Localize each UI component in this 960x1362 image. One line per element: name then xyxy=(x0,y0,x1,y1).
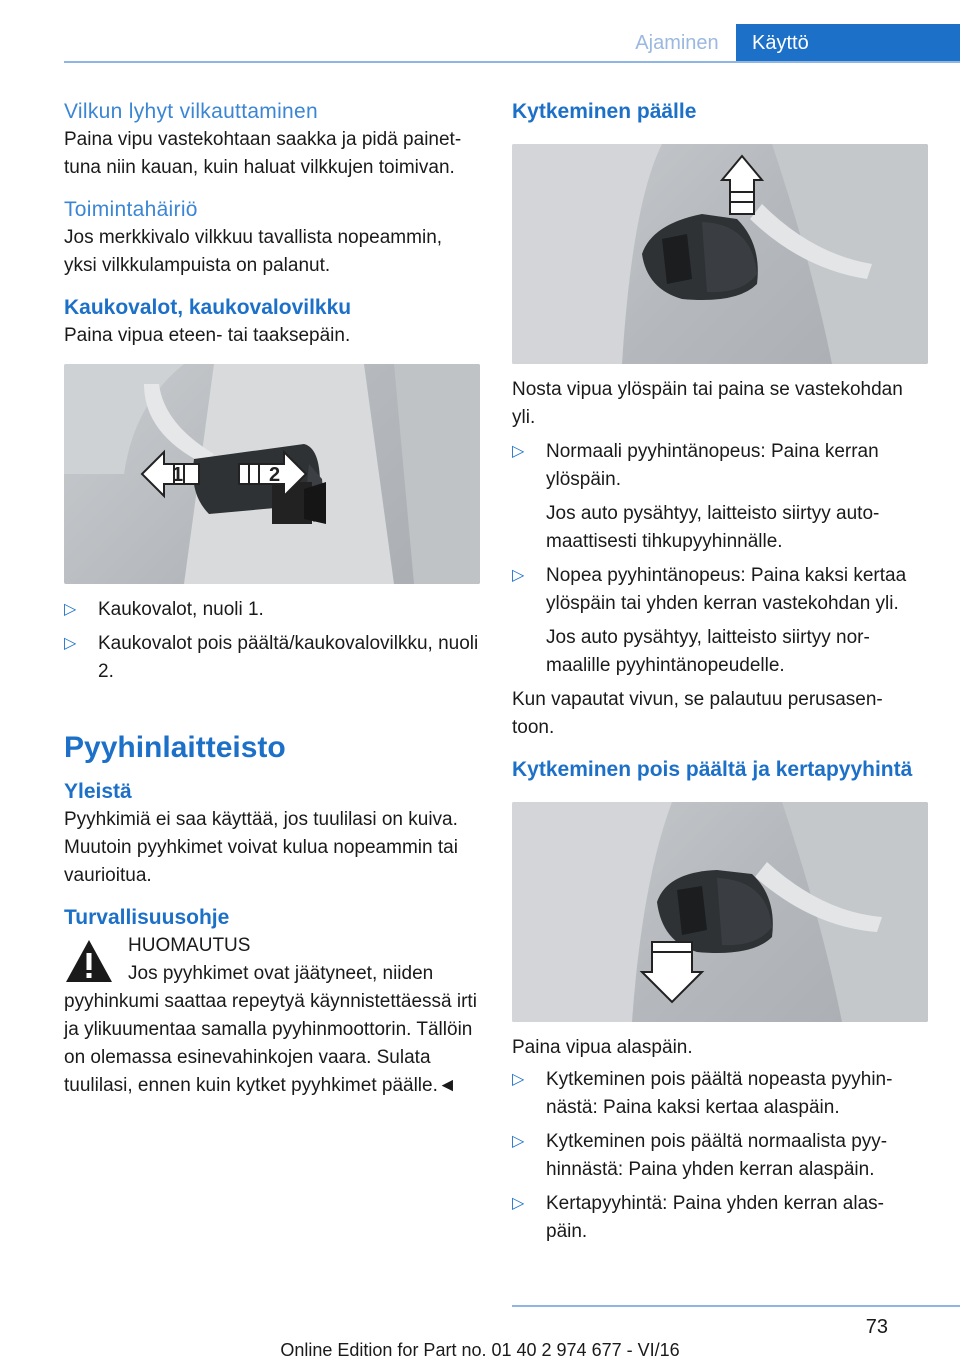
list-item: ▷ Kaukovalot, nuoli 1. xyxy=(64,596,480,624)
list-item-note: Jos auto pysähtyy, laitteisto siirtyy auto- maattisesti tihkupyyhinnälle. xyxy=(546,503,880,552)
triangle-right-icon: ▷ xyxy=(64,635,77,652)
triangle-right-icon: ▷ xyxy=(512,1071,525,1088)
figure-arrow-label-2: 2 xyxy=(269,464,281,486)
list-item: ▷ Kytkeminen pois päältä normaalista pyy- hinnästä: Paina yhden kerran alaspäin. xyxy=(512,1128,928,1184)
malfunction-text: Jos merkkivalo vilkkuu tavallista nopeammin, yksi vilkkulampuista on palanut. xyxy=(64,227,443,276)
section-title-short-blink: Vilkun lyhyt vilkauttaminen xyxy=(64,100,318,123)
list-item: ▷ Kytkeminen pois päältä nopeasta pyyhin- nästä: Paina kaksi kertaa alaspäin. xyxy=(512,1066,928,1122)
triangle-right-icon: ▷ xyxy=(64,601,77,618)
triangle-right-icon: ▷ xyxy=(512,567,525,584)
list-item: ▷ Kertapyyhintä: Paina yhden kerran alas- päin. xyxy=(512,1190,928,1246)
triangle-right-icon: ▷ xyxy=(512,443,525,460)
section-title-malfunction: Toimintahäiriö xyxy=(64,198,198,221)
header-tab-ajaminen[interactable]: Ajaminen xyxy=(635,32,719,54)
figure-arrow-label-1: 1 xyxy=(172,464,184,486)
wiper-lever-up-figure xyxy=(512,144,928,364)
warning-line1: Jos pyyhkimet ovat jäätyneet, niiden xyxy=(128,963,434,984)
header-tab-kaytto[interactable]: Käyttö xyxy=(736,24,960,62)
header-divider xyxy=(64,61,960,63)
warning-triangle-icon xyxy=(64,938,114,984)
list-item: ▷ Normaali pyyhintänopeus: Paina kerran ylöspäin. xyxy=(512,438,928,494)
release-text: Kun vapautat vivun, se palautuu perusasen- toon. xyxy=(512,689,883,738)
section-title-general: Yleistä xyxy=(64,780,132,803)
section-title-switch-off: Kytkeminen pois päältä ja kertapyyhintä xyxy=(512,758,913,781)
left-column xyxy=(64,98,480,1100)
warning-label: HUOMAUTUS xyxy=(128,935,251,956)
wiper-lever-down-figure xyxy=(512,802,928,1022)
list-item-note: Jos auto pysähtyy, laitteisto siirtyy nor- maalille pyyhintänopeudelle. xyxy=(546,627,870,676)
triangle-right-icon: ▷ xyxy=(512,1133,525,1150)
switch-off-text: Paina vipua alaspäin. xyxy=(512,1037,693,1058)
footer-divider xyxy=(512,1305,960,1307)
short-blink-text: Paina vipu vastekohtaan saakka ja pidä painet- tuna niin kauan, kuin haluat vilkkujen toimivan. xyxy=(64,129,462,178)
warning-text: pyyhinkumi saattaa repeytyä käynnistettäessä irti ja ylikuumentaa samalla pyyhinmoottorin. Tällöin on olemassa esinevahinkojen vaara. Sulata tuulilasi, ennen kuin kytket pyyhkimet päälle.◄ xyxy=(64,991,477,1096)
footer-edition: Online Edition for Part no. 01 40 2 974 677 - VI/16 xyxy=(280,1340,680,1360)
triangle-right-icon: ▷ xyxy=(512,1195,525,1212)
right-column xyxy=(512,98,928,1246)
high-beam-lever-figure xyxy=(64,364,480,584)
section-title-switch-on: Kytkeminen päälle xyxy=(512,100,697,123)
list-item: ▷ Kaukovalot pois päältä/kaukovalovilkku, nuoli 2. xyxy=(64,630,480,686)
list-item: ▷ Nopea pyyhintänopeus: Paina kaksi kertaa ylöspäin tai yhden kerran vastekohdan yli. xyxy=(512,562,928,618)
page-section-title: Pyyhinlaitteisto xyxy=(64,731,286,764)
section-title-high-beam: Kaukovalot, kaukovalovilkku xyxy=(64,296,352,319)
switch-on-text: Nosta vipua ylöspäin tai paina se vastekohdan yli. xyxy=(512,379,903,428)
section-title-safety: Turvallisuusohje xyxy=(64,906,230,929)
warning-block xyxy=(64,932,480,988)
general-text: Pyyhkimiä ei saa käyttää, jos tuulilasi on kuiva. Muutoin pyyhkimet voivat kulua nopeammin tai vaurioitua. xyxy=(64,809,458,886)
high-beam-text: Paina vipua eteen- tai taaksepäin. xyxy=(64,325,351,346)
page-number: 73 xyxy=(865,1316,888,1338)
